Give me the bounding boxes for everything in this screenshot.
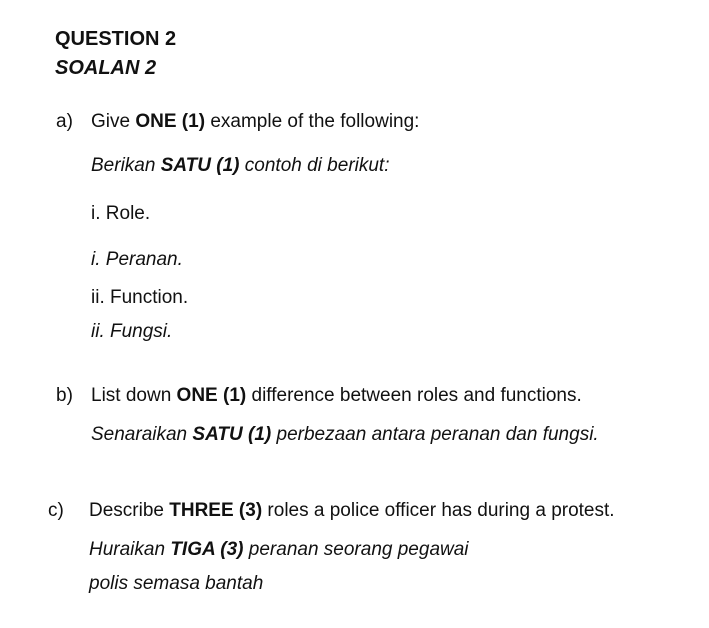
item-role: i. Role. xyxy=(91,203,151,224)
item-role-malay: i. Peranan. xyxy=(91,249,183,270)
part-a-text-pre: Give xyxy=(91,111,136,132)
part-c-malay-post: peranan seorang pegawai xyxy=(243,539,469,560)
part-a-marker: a) xyxy=(56,111,73,132)
part-c-text-post: roles a police officer has during a protest. xyxy=(262,500,615,521)
item-function: ii. Function. xyxy=(91,287,189,308)
part-b-text-post: difference between roles and functions. xyxy=(246,385,582,406)
part-b-malay-emphasis: SATU (1) xyxy=(192,424,272,445)
part-c-malay-emphasis: TIGA (3) xyxy=(170,539,244,560)
part-b-instruction-malay xyxy=(91,425,599,444)
part-b-emphasis: ONE (1) xyxy=(176,385,247,406)
part-c-text-pre: Describe xyxy=(89,500,170,521)
part-c-instruction xyxy=(89,501,615,520)
part-c-marker: c) xyxy=(48,500,64,521)
part-a-malay-emphasis: SATU (1) xyxy=(160,155,240,176)
part-b-text-pre: List down xyxy=(91,385,177,406)
item-function-malay: ii. Fungsi. xyxy=(91,321,173,342)
part-a-instruction xyxy=(91,112,419,131)
part-c-instruction-malay-line2: polis semasa bantah xyxy=(89,573,264,594)
part-b-instruction xyxy=(91,386,582,405)
part-a-instruction-malay xyxy=(91,156,390,175)
part-a-malay-post: contoh di berikut: xyxy=(239,155,390,176)
part-c-emphasis: THREE (3) xyxy=(169,500,263,521)
part-a-text-post: example of the following: xyxy=(205,111,420,132)
part-b-marker: b) xyxy=(56,385,73,406)
part-b-malay-post: perbezaan antara peranan dan fungsi. xyxy=(271,424,599,445)
part-a-emphasis: ONE (1) xyxy=(135,111,206,132)
part-b-malay-pre: Senaraikan xyxy=(91,424,193,445)
question-title: QUESTION 2 xyxy=(55,28,177,50)
part-c-instruction-malay xyxy=(89,540,469,559)
part-c-malay-pre: Huraikan xyxy=(89,539,171,560)
question-title-malay: SOALAN 2 xyxy=(55,57,157,79)
part-a-malay-pre: Berikan xyxy=(91,155,161,176)
